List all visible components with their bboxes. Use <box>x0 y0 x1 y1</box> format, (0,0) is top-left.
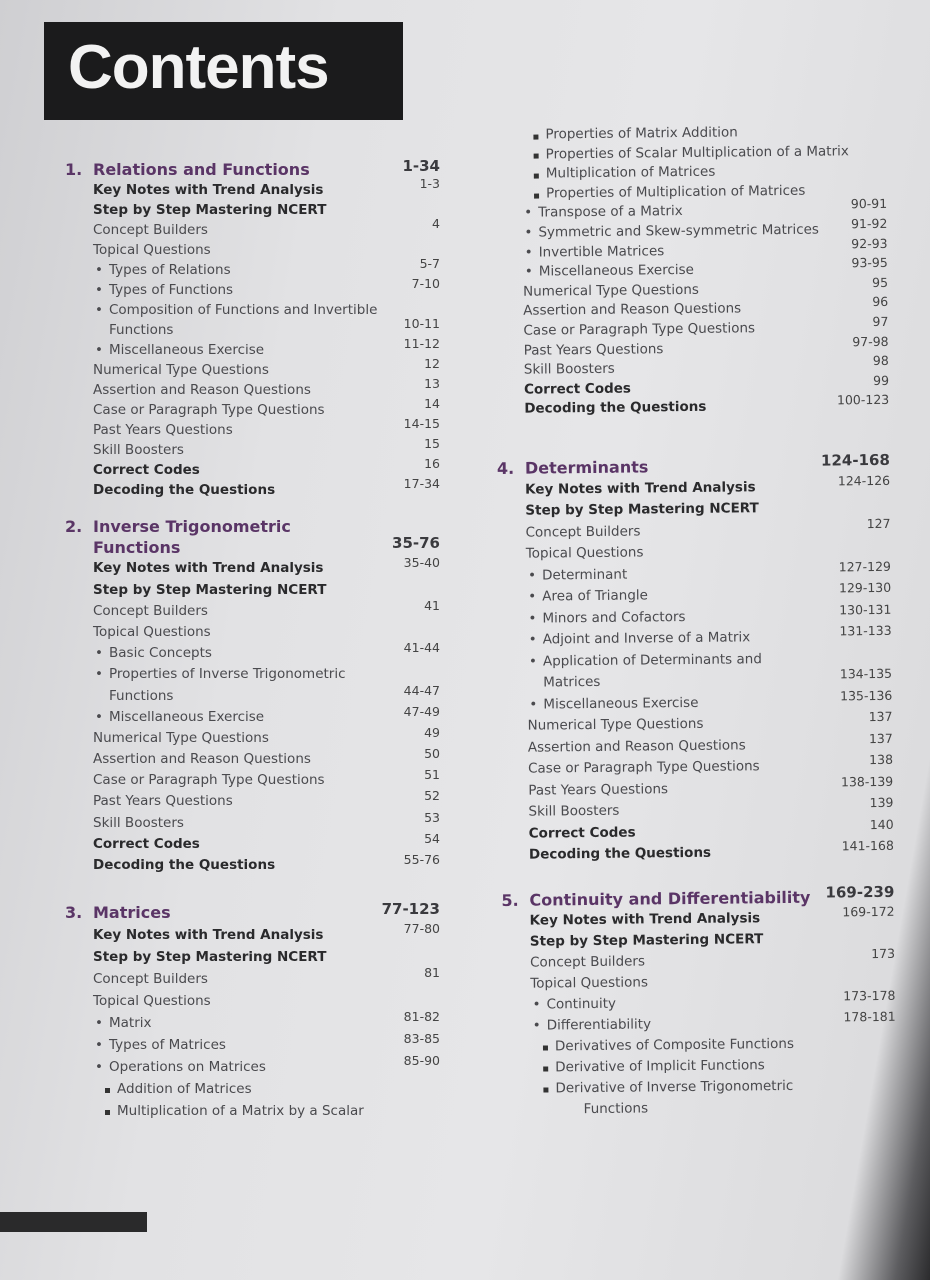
toc-entry-page: 5-7 <box>419 256 440 271</box>
toc-entry <box>65 356 440 380</box>
toc-entry-text: Assertion and Reason Questions <box>527 736 746 756</box>
toc-entry-text: • Adjoint and Inverse of a Matrix <box>543 627 751 651</box>
toc-entry-text: • Application of Determinants and <box>543 649 762 673</box>
toc-entry-text: • Minors and Cofactors <box>542 607 685 630</box>
toc-entry-text: • Symmetric and Skew-symmetric Matrices <box>538 221 819 244</box>
toc-entry-page: 96 <box>872 294 889 310</box>
toc-chapter-group <box>493 122 889 420</box>
toc-entry <box>65 640 440 664</box>
toc-entry <box>65 703 440 728</box>
toc-entry <box>65 555 440 579</box>
toc-entry-text: Correct Codes <box>523 380 632 398</box>
toc-entry-text: Case or Paragraph Type Questions <box>523 320 756 339</box>
toc-entry-text: • Types of Relations <box>109 260 231 280</box>
toc-entry-text: Topical Questions <box>93 623 211 640</box>
toc-entry-text: Step by Step Mastering NCERT <box>93 202 327 218</box>
toc-entry-text: Key Notes with Trend Analysis <box>93 927 324 943</box>
toc-entry-text: Numerical Type Questions <box>93 362 269 378</box>
toc-entry-text: Correct Codes <box>93 835 200 852</box>
toc-entry-page: 55-76 <box>403 852 440 867</box>
toc-entry-text: Past Years Questions <box>93 422 233 438</box>
toc-entry-page: 81-82 <box>403 1009 440 1024</box>
toc-entry-text: • Miscellaneous Exercise <box>539 261 694 282</box>
contents-title-banner <box>44 22 403 120</box>
toc-entry-page: 52 <box>424 788 440 804</box>
toc-entry-page: 139 <box>869 794 894 811</box>
toc-entry-text: Decoding the Questions <box>93 482 276 498</box>
toc-entry-page: 129-130 <box>838 579 892 596</box>
toc-entry-text: Functions <box>109 322 174 338</box>
chapter-number: 5. <box>501 890 519 910</box>
toc-entry-text: • Miscellaneous Exercise <box>543 692 698 715</box>
toc-entry-text: Step by Step Mastering NCERT <box>93 949 327 965</box>
toc-entry-text: Concept Builders <box>93 971 208 987</box>
toc-entry-page: 169-172 <box>842 903 895 920</box>
toc-entry-text: Key Notes with Trend Analysis <box>93 182 324 198</box>
toc-entry-text: Past Years Questions <box>523 340 664 359</box>
toc-entry <box>496 392 890 420</box>
toc-entry <box>65 1009 440 1034</box>
toc-entry <box>65 316 440 340</box>
toc-entry-text: • Matrix <box>109 1012 152 1034</box>
toc-entry-text: Case or Paragraph Type Questions <box>527 758 760 777</box>
toc-entry-page: 97 <box>872 313 889 329</box>
toc-entry-text: Key Notes with Trend Analysis <box>93 560 324 577</box>
toc-entry-page: 1-3 <box>419 176 440 191</box>
toc-entry-page: 44-47 <box>403 682 440 698</box>
toc-entry-page: 51 <box>424 767 440 783</box>
toc-entry <box>65 476 440 500</box>
toc-entry-page: 17-34 <box>403 476 440 491</box>
toc-chapter-group <box>65 157 440 500</box>
toc-entry-page: 98 <box>872 352 889 369</box>
toc-entry-page: 131-133 <box>839 622 892 639</box>
toc-entry-text: Multiplication of a Matrix by a Scalar <box>117 1100 364 1122</box>
toc-chapter-group <box>65 516 440 876</box>
toc-entry <box>65 256 440 280</box>
toc-entry-page: 97-98 <box>852 333 889 349</box>
chapter-title: Determinants <box>524 457 649 478</box>
toc-entry-page: 127-129 <box>838 558 892 574</box>
toc-entry-text: • Properties of Inverse Trigonometric <box>109 664 346 685</box>
toc-entry-page: 11-12 <box>403 336 440 351</box>
chapter-pages: 1-34 <box>402 157 440 175</box>
toc-entry-page: 41 <box>424 597 440 613</box>
toc-entry <box>65 946 440 968</box>
toc-entry <box>65 336 440 360</box>
toc-entry <box>65 852 440 876</box>
toc-entry-text: Derivatives of Composite Functions <box>555 1034 794 1058</box>
toc-entry <box>65 456 440 480</box>
toc-entry-text: • Invertible Matrices <box>539 242 665 263</box>
toc-entry <box>65 921 440 946</box>
toc-entry-page: 12 <box>424 356 440 371</box>
toc-entry-page: 54 <box>424 830 440 846</box>
toc-entry-text: Past Years Questions <box>93 793 233 810</box>
toc-entry <box>65 622 440 643</box>
toc-entry-text: • Determinant <box>542 564 627 586</box>
chapter-title: Matrices <box>93 903 171 922</box>
toc-entry-page: 47-49 <box>403 703 440 719</box>
toc-entry-page: 90-91 <box>850 196 888 212</box>
toc-entry-text: • Basic Concepts <box>109 643 212 664</box>
toc-entry-text: Skill Boosters <box>93 814 184 831</box>
toc-entry-text: Assertion and Reason Questions <box>93 751 311 768</box>
toc-entry <box>65 200 440 220</box>
toc-entry-text: • Area of Triangle <box>542 585 648 608</box>
chapter-pages: 124-168 <box>820 450 890 470</box>
toc-entry-page: 16 <box>424 456 440 471</box>
toc-entry-text: Skill Boosters <box>523 360 615 378</box>
toc-entry-text: Derivative of Inverse Trigonometric <box>555 1076 793 1099</box>
toc-entry-page: 140 <box>869 816 894 832</box>
toc-entry <box>65 724 440 749</box>
toc-entry <box>65 746 440 770</box>
toc-entry-text: • Operations on Matrices <box>109 1056 266 1078</box>
toc-entry-text: Step by Step Mastering NCERT <box>525 500 759 519</box>
toc-entry-page: 100-123 <box>836 392 890 408</box>
toc-entry-text: • Composition of Functions and Invertible <box>109 300 377 320</box>
toc-entry-text: Concept Builders <box>93 602 208 619</box>
toc-entry-page: 135-136 <box>839 687 893 703</box>
toc-entry-text: Step by Step Mastering NCERT <box>93 581 327 598</box>
toc-entry-page: 173-178 <box>843 987 896 1004</box>
toc-entry-page: 138 <box>869 751 894 768</box>
toc-entry-text: • Miscellaneous Exercise <box>109 340 264 360</box>
chapter-pages: 169-239 <box>825 882 895 902</box>
chapter-heading <box>65 157 440 180</box>
toc-entry-page: 41-44 <box>403 640 440 656</box>
chapter-heading <box>65 516 440 537</box>
toc-entry-text: Skill Boosters <box>528 802 620 820</box>
toc-entry-text: Concept Builders <box>525 522 641 541</box>
toc-entry-page: 130-131 <box>839 601 892 617</box>
toc-entry-text: • Differentiability <box>547 1014 652 1036</box>
toc-entry <box>65 1078 440 1100</box>
toc-entry-page: 138-139 <box>840 773 894 789</box>
toc-entry-text: Matrices <box>543 673 601 691</box>
toc-entry-page: 92-93 <box>851 235 888 251</box>
toc-entry-page: 178-181 <box>843 1008 896 1025</box>
toc-entry-text: Numerical Type Questions <box>527 715 704 734</box>
toc-entry-text: Numerical Type Questions <box>522 281 700 300</box>
chapter-heading <box>65 902 440 924</box>
toc-entry-page: 173 <box>871 945 896 962</box>
toc-entry <box>65 664 440 685</box>
toc-entry-text: Assertion and Reason Questions <box>523 300 742 320</box>
toc-chapter-group <box>501 882 896 1121</box>
toc-entry-page: 137 <box>868 730 893 746</box>
toc-entry <box>65 990 440 1012</box>
toc-entry <box>65 276 440 300</box>
toc-entry-text: Correct Codes <box>528 824 636 842</box>
toc-entry-text: Numerical Type Questions <box>93 729 269 746</box>
toc-entry-text: Topical Questions <box>525 544 644 562</box>
toc-entry-text: Topical Questions <box>93 242 211 258</box>
chapter-number: 4. <box>496 458 515 478</box>
toc-entry-text: • Types of Matrices <box>109 1034 226 1056</box>
toc-entry-text: Properties of Scalar Multiplication of a Matrix <box>546 142 849 165</box>
toc-chapter-group <box>496 450 894 867</box>
toc-entry-page: 53 <box>424 809 440 825</box>
chapter-pages: 77-123 <box>381 900 440 918</box>
toc-entry <box>65 965 440 990</box>
toc-entry-text: Concept Builders <box>93 222 208 238</box>
toc-entry-text: Key Notes with Trend Analysis <box>529 910 761 929</box>
chapter-number: 3. <box>65 903 83 922</box>
toc-entry-text: Case or Paragraph Type Questions <box>93 402 325 418</box>
toc-entry <box>65 176 440 200</box>
toc-entry-text: Topical Questions <box>93 993 211 1009</box>
toc-entry-text: Skill Boosters <box>93 442 184 458</box>
toc-entry-text: Derivative of Implicit Functions <box>555 1055 765 1078</box>
toc-entry-page: 99 <box>873 372 890 388</box>
toc-entry-text: Correct Codes <box>93 462 200 478</box>
toc-entry <box>65 1031 440 1056</box>
toc-entry-page: 14 <box>424 396 440 411</box>
toc-entry-text: Past Years Questions <box>528 780 669 799</box>
chapter-title-line2: Functions <box>93 538 181 558</box>
toc-entry-text: • Transpose of a Matrix <box>538 202 683 223</box>
toc-entry-text: Functions <box>109 687 174 704</box>
toc-entry-text: Step by Step Mastering NCERT <box>529 931 764 950</box>
toc-entry <box>65 830 440 855</box>
toc-entry <box>65 809 440 834</box>
toc-entry-text: • Types of Functions <box>109 280 233 300</box>
toc-entry-page: 14-15 <box>403 416 440 431</box>
toc-entry-page: 91-92 <box>850 215 888 232</box>
toc-entry-text: • Continuity <box>546 994 616 1016</box>
toc-entry <box>65 682 440 707</box>
toc-entry-page: 95 <box>871 274 889 290</box>
toc-entry <box>65 1053 440 1078</box>
toc-entry-text: Addition of Matrices <box>117 1078 252 1100</box>
chapter-number: 1. <box>65 160 83 179</box>
toc-chapter-group <box>65 902 440 1122</box>
toc-entry-page: 35-40 <box>403 555 440 571</box>
toc-entry <box>65 416 440 440</box>
toc-entry <box>65 767 440 791</box>
toc-entry-text: Properties of Multiplication of Matrices <box>546 182 806 204</box>
toc-entry <box>65 1100 440 1122</box>
toc-entry <box>65 216 440 240</box>
toc-entry-text: Concept Builders <box>529 953 646 971</box>
toc-entry-page: 49 <box>424 724 440 740</box>
toc-entry-text: Case or Paragraph Type Questions <box>93 772 325 789</box>
chapter-heading-continued <box>65 534 440 558</box>
toc-entry <box>65 580 440 601</box>
toc-entry <box>501 837 894 867</box>
toc-entry-text: Decoding the Questions <box>528 844 712 863</box>
toc-entry-page: 13 <box>424 376 440 391</box>
toc-entry-page: 93-95 <box>851 255 888 271</box>
footer-bar <box>0 1212 147 1232</box>
chapter-title: Relations and Functions <box>93 160 310 179</box>
toc-entry-text: Topical Questions <box>530 974 649 992</box>
toc-entry-page: 15 <box>424 436 440 451</box>
toc-entry <box>65 597 440 622</box>
toc-entry <box>65 396 440 420</box>
toc-entry-page: 81 <box>424 965 440 980</box>
toc-entry-page: 83-85 <box>403 1031 440 1046</box>
toc-entry-page: 85-90 <box>403 1053 440 1068</box>
chapter-pages: 35-76 <box>392 534 440 553</box>
chapter-title: Continuity and Differentiability <box>529 887 811 910</box>
toc-entry-page: 141-168 <box>841 837 894 854</box>
chapter-number: 2. <box>65 517 83 536</box>
toc-entry <box>65 300 440 320</box>
toc-entry-text: Properties of Matrix Addition <box>545 123 738 145</box>
toc-entry-page: 50 <box>424 746 440 762</box>
toc-entry <box>65 376 440 400</box>
toc-entry <box>65 788 440 812</box>
toc-entry-page: 124-126 <box>837 472 891 488</box>
toc-entry-page: 127 <box>866 515 891 531</box>
toc-entry-text: Decoding the Questions <box>93 857 276 873</box>
toc-entry <box>65 240 440 260</box>
toc-entry-page: 134-135 <box>839 665 893 682</box>
toc-entry-page: 10-11 <box>403 316 440 331</box>
toc-entry-page: 7-10 <box>411 276 440 291</box>
toc-entry-text: Multiplication of Matrices <box>546 163 716 184</box>
toc-entry-text: • Miscellaneous Exercise <box>109 707 264 728</box>
toc-entry-text: Decoding the Questions <box>524 399 707 417</box>
chapter-title: Inverse Trigonometric <box>93 517 291 536</box>
toc-entry-text: Functions <box>583 1100 649 1118</box>
toc-entry <box>65 436 440 460</box>
toc-entry-page: 77-80 <box>403 921 440 936</box>
toc-entry <box>504 1096 897 1121</box>
page-title: Contents <box>68 33 329 102</box>
toc-entry-text: Key Notes with Trend Analysis <box>525 478 756 498</box>
toc-entry-page: 137 <box>868 708 893 725</box>
toc-entry-text: Assertion and Reason Questions <box>93 382 311 398</box>
toc-entry-page: 4 <box>432 216 440 231</box>
